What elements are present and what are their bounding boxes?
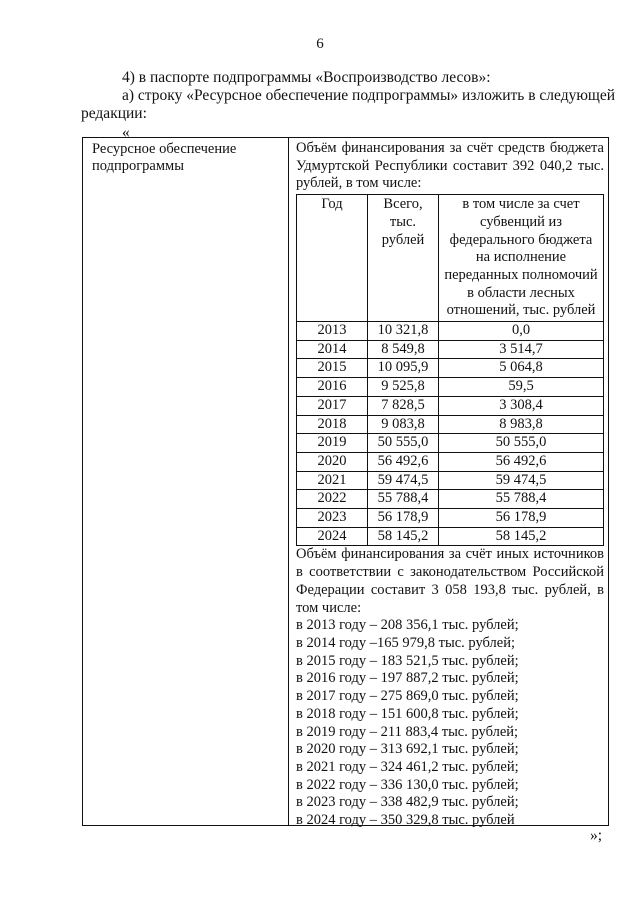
header-total: Всего, тыс. рублей bbox=[368, 195, 439, 322]
cell-federal: 59,5 bbox=[439, 378, 604, 397]
cell-total: 56 492,6 bbox=[368, 452, 439, 471]
cell-total: 55 788,4 bbox=[368, 490, 439, 509]
table-row bbox=[297, 396, 604, 415]
list-item: в 2023 году – 338 482,9 тыс. рублей; bbox=[296, 794, 519, 811]
table-row bbox=[297, 434, 604, 453]
resource-table bbox=[82, 137, 609, 829]
budget-paragraph: Объём финансирования за счёт средств бюджета Удмуртской Республики составит 392 040,2 тыс. рублей, в том числе: bbox=[296, 140, 604, 192]
funding-by-year-table bbox=[296, 194, 604, 546]
closing-quote: »; bbox=[590, 827, 603, 844]
cell-federal: 58 145,2 bbox=[439, 527, 604, 546]
cell-year: 2017 bbox=[297, 396, 368, 415]
list-item: в 2020 году – 313 692,1 тыс. рублей; bbox=[296, 741, 519, 758]
amendment-item-4: 4) в паспорте подпрограммы «Воспроизводство лесов»: bbox=[122, 69, 491, 86]
table-row bbox=[297, 490, 604, 509]
other-sources-paragraph: Объём финансирования за счёт иных источников в соответствии с законодательством Российской Федерации составит 3 058 193,8 тыс. рублей, в том числе: bbox=[296, 546, 604, 616]
list-item: в 2021 году – 324 461,2 тыс. рублей; bbox=[296, 758, 519, 775]
row-label: Ресурсное обеспечение подпрограммы bbox=[92, 141, 237, 174]
list-item: в 2013 году – 208 356,1 тыс. рублей; bbox=[296, 617, 519, 634]
table-row bbox=[297, 340, 604, 359]
cell-total: 59 474,5 bbox=[368, 471, 439, 490]
header-federal: в том числе за счет субвенций из федерального бюджета на исполнение переданных полномочий в области лесных отношений, тыс. рублей bbox=[439, 195, 604, 322]
list-item: в 2016 году – 197 887,2 тыс. рублей; bbox=[296, 670, 519, 687]
cell-total: 9 525,8 bbox=[368, 378, 439, 397]
cell-federal: 8 983,8 bbox=[439, 415, 604, 434]
cell-year: 2019 bbox=[297, 434, 368, 453]
list-item: в 2017 году – 275 869,0 тыс. рублей; bbox=[296, 688, 519, 705]
opening-quote: « bbox=[122, 124, 130, 141]
cell-year: 2018 bbox=[297, 415, 368, 434]
cell-year: 2014 bbox=[297, 340, 368, 359]
cell-year: 2021 bbox=[297, 471, 368, 490]
cell-total: 10 321,8 bbox=[368, 322, 439, 341]
cell-year: 2022 bbox=[297, 490, 368, 509]
cell-year: 2015 bbox=[297, 359, 368, 378]
cell-year: 2024 bbox=[297, 527, 368, 546]
cell-year: 2023 bbox=[297, 509, 368, 528]
cell-total: 8 549,8 bbox=[368, 340, 439, 359]
funding-cell bbox=[296, 140, 604, 830]
header-year: Год bbox=[297, 195, 368, 322]
cell-federal: 50 555,0 bbox=[439, 434, 604, 453]
table-header-row bbox=[297, 195, 604, 322]
table-row bbox=[297, 471, 604, 490]
cell-total: 58 145,2 bbox=[368, 527, 439, 546]
cell-federal: 56 492,6 bbox=[439, 452, 604, 471]
list-item: в 2022 году – 336 130,0 тыс. рублей; bbox=[296, 776, 519, 793]
table-row bbox=[297, 322, 604, 341]
cell-federal: 56 178,9 bbox=[439, 509, 604, 528]
list-item: в 2024 году – 350 329,8 тыс. рублей bbox=[296, 812, 515, 829]
table-row bbox=[297, 378, 604, 397]
cell-federal: 3 308,4 bbox=[439, 396, 604, 415]
cell-federal: 0,0 bbox=[439, 322, 604, 341]
list-item: в 2015 году – 183 521,5 тыс. рублей; bbox=[296, 652, 519, 669]
yearly-list bbox=[296, 617, 604, 829]
cell-total: 7 828,5 bbox=[368, 396, 439, 415]
cell-federal: 3 514,7 bbox=[439, 340, 604, 359]
cell-total: 56 178,9 bbox=[368, 509, 439, 528]
table-body bbox=[297, 322, 604, 546]
column-divider bbox=[288, 138, 289, 825]
cell-federal: 55 788,4 bbox=[439, 490, 604, 509]
cell-total: 10 095,9 bbox=[368, 359, 439, 378]
cell-federal: 5 064,8 bbox=[439, 359, 604, 378]
amendment-subitem-a-continued: редакции: bbox=[81, 105, 147, 122]
cell-total: 9 083,8 bbox=[368, 415, 439, 434]
amendment-subitem-a: а) строку «Ресурсное обеспечение подпрограммы» изложить в следующей bbox=[122, 87, 616, 104]
table-row bbox=[297, 509, 604, 528]
cell-federal: 59 474,5 bbox=[439, 471, 604, 490]
cell-year: 2016 bbox=[297, 378, 368, 397]
cell-total: 50 555,0 bbox=[368, 434, 439, 453]
list-item: в 2014 году –165 979,8 тыс. рублей; bbox=[296, 634, 516, 651]
table-row bbox=[297, 415, 604, 434]
cell-year: 2020 bbox=[297, 452, 368, 471]
list-item: в 2018 году – 151 600,8 тыс. рублей; bbox=[296, 705, 519, 722]
cell-year: 2013 bbox=[297, 322, 368, 341]
table-row bbox=[297, 452, 604, 471]
list-item: в 2019 году – 211 883,4 тыс. рублей; bbox=[296, 723, 519, 740]
page-number: 6 bbox=[316, 36, 324, 52]
table-row bbox=[297, 359, 604, 378]
table-row bbox=[297, 527, 604, 546]
